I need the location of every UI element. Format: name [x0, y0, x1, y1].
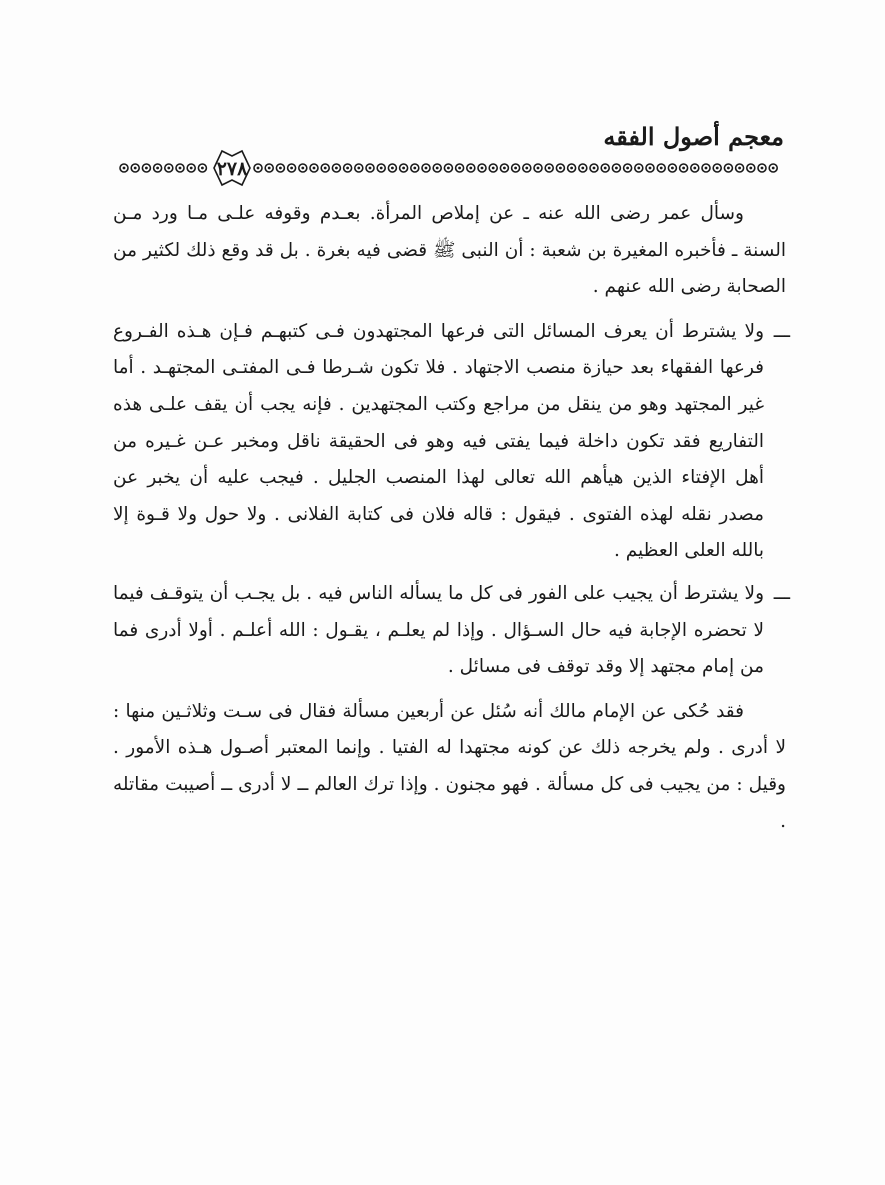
ornament-dot-icon	[615, 167, 618, 170]
ornament-dot-icon	[761, 167, 764, 170]
paragraph: فقد حُكى عن الإمام مالك أنه سُئل عن أربعين مسألة فقال فى سـت وثلاثـين منها : لا أدرى . ولم يخرجه ذلك عن كونه مجتهدا له الفتيا . وإنما المعتبر أصـول هـذه الأمور . وقيل : من يجيب فى كل مسألة . فهو مجنون . وإذا ترك العالم ــ لا أدرى ــ أصيبت مقاتله .	[113, 700, 786, 832]
list-item	[113, 576, 790, 686]
ornament-dot-icon	[581, 167, 584, 170]
ornament-dot-icon	[537, 167, 540, 170]
ornament-dot-icon	[357, 167, 360, 170]
ornament-dot-icon	[134, 167, 137, 170]
ornament-dot-icon	[671, 167, 674, 170]
ornament-dot-icon	[391, 167, 394, 170]
page-number: ٢٧٨	[216, 158, 248, 180]
ornament-dot-icon	[458, 167, 461, 170]
ornament-dot-icon	[649, 167, 652, 170]
ornament-dot-icon	[123, 167, 126, 170]
ornament-dot-icon	[179, 167, 182, 170]
ornament-dot-icon	[469, 167, 472, 170]
ornament-dot-icon	[492, 167, 495, 170]
dash-marker: ـــ	[773, 320, 790, 342]
ornament-dot-icon	[749, 167, 752, 170]
ornament-dot-icon	[413, 167, 416, 170]
ornament-dot-icon	[626, 167, 629, 170]
ornament-dot-icon	[167, 167, 170, 170]
ornament-dot-icon	[738, 167, 741, 170]
paragraph: وسأل عمر رضى الله عنه ـ عن إملاص المرأة. بعـدم وقوفه علـى مـا ورد مـن السنة ـ فأخبره المغيرة بن شعبة : أن النبى ﷺ قضى فيه بغرة . بل قد وقع ذلك لكثير من الصحابة رضى الله عنهم .	[113, 203, 786, 298]
ornament-dot-icon	[324, 167, 327, 170]
ornament-dot-icon	[693, 167, 696, 170]
ornament-dot-icon	[447, 167, 450, 170]
ornament-dot-icon	[604, 167, 607, 170]
ornament-dot-icon	[380, 167, 383, 170]
ornament-dot-icon	[313, 167, 316, 170]
ornament-dot-icon	[570, 167, 573, 170]
ornament-dot-icon	[301, 167, 304, 170]
ornament-dot-icon	[660, 167, 663, 170]
ornament-dot-icon	[772, 167, 775, 170]
ornament-dot-icon	[593, 167, 596, 170]
ornament-dot-icon	[525, 167, 528, 170]
ornament-dot-icon	[335, 167, 338, 170]
ornament-dot-icon	[559, 167, 562, 170]
ornament-dot-icon	[637, 167, 640, 170]
ornament-dot-icon	[369, 167, 372, 170]
ornament-dot-icon	[481, 167, 484, 170]
main-text	[113, 196, 790, 840]
ornament-dot-icon	[346, 167, 349, 170]
ornament-dot-icon	[402, 167, 405, 170]
ornament-dot-icon	[190, 167, 193, 170]
book-title: معجم أصول الفقه	[603, 122, 784, 151]
ornament-border	[118, 148, 786, 188]
ornament-dot-icon	[682, 167, 685, 170]
ornament-dot-icon	[145, 167, 148, 170]
page-header	[118, 122, 786, 186]
ornament-dot-icon	[156, 167, 159, 170]
ornament-dot-icon	[436, 167, 439, 170]
dash-marker: ـــ	[773, 582, 790, 604]
ornament-dot-icon	[503, 167, 506, 170]
ornament-dot-icon	[548, 167, 551, 170]
ornament-dot-icon	[716, 167, 719, 170]
ornament-dot-icon	[257, 167, 260, 170]
ornament-dot-icon	[201, 167, 204, 170]
list-item-text: ولا يشترط أن يجيب على الفور فى كل ما يسأله الناس فيه . بل يجـب أن يتوقـف فيما لا تحضره الإجابة فيه حال السـؤال . وإذا لم يعلـم ، يقـول : الله أعلـم . أولا أدرى فما من إمام مجتهد إلا وقد توقف فى مسائل .	[113, 582, 764, 678]
ornament-dot-icon	[279, 167, 282, 170]
ornament-dot-icon	[514, 167, 517, 170]
ornament-dot-icon	[705, 167, 708, 170]
ornament-dot-icon	[425, 167, 428, 170]
ornament-dot-icon	[727, 167, 730, 170]
list-item-text: ولا يشترط أن يعرف المسائل التى فرعها المجتهدون فـى كتبهـم فـإن هـذه الفـروع فرعها الفقهاء بعد حيازة منصب الاجتهاد . فلا تكون شـرطا فـى المفتـى المجتهـد . أما غير المجتهد وهو من ينقل من مراجع وكتب المجتهدين . فإنه يجب أن يقف علـى هذه التفاريع فقد تكون داخلة فيما يفتى فيه وهو فى الحقيقة ناقل ومخبر عـن غـيره من أهل الإفتاء الذين هيأهم الله تعالى لهذا المنصب الجليل . فيجب عليه أن يخبر عن مصدر نقله لهذه الفتوى . فيقول : قاله فلان فى كتابة الفلانى . ولا حول ولا قـوة إلا بالله العلى العظيم .	[113, 320, 764, 562]
list-item	[113, 314, 790, 570]
ornament-dot-icon	[290, 167, 293, 170]
ornament-dot-icon	[268, 167, 271, 170]
